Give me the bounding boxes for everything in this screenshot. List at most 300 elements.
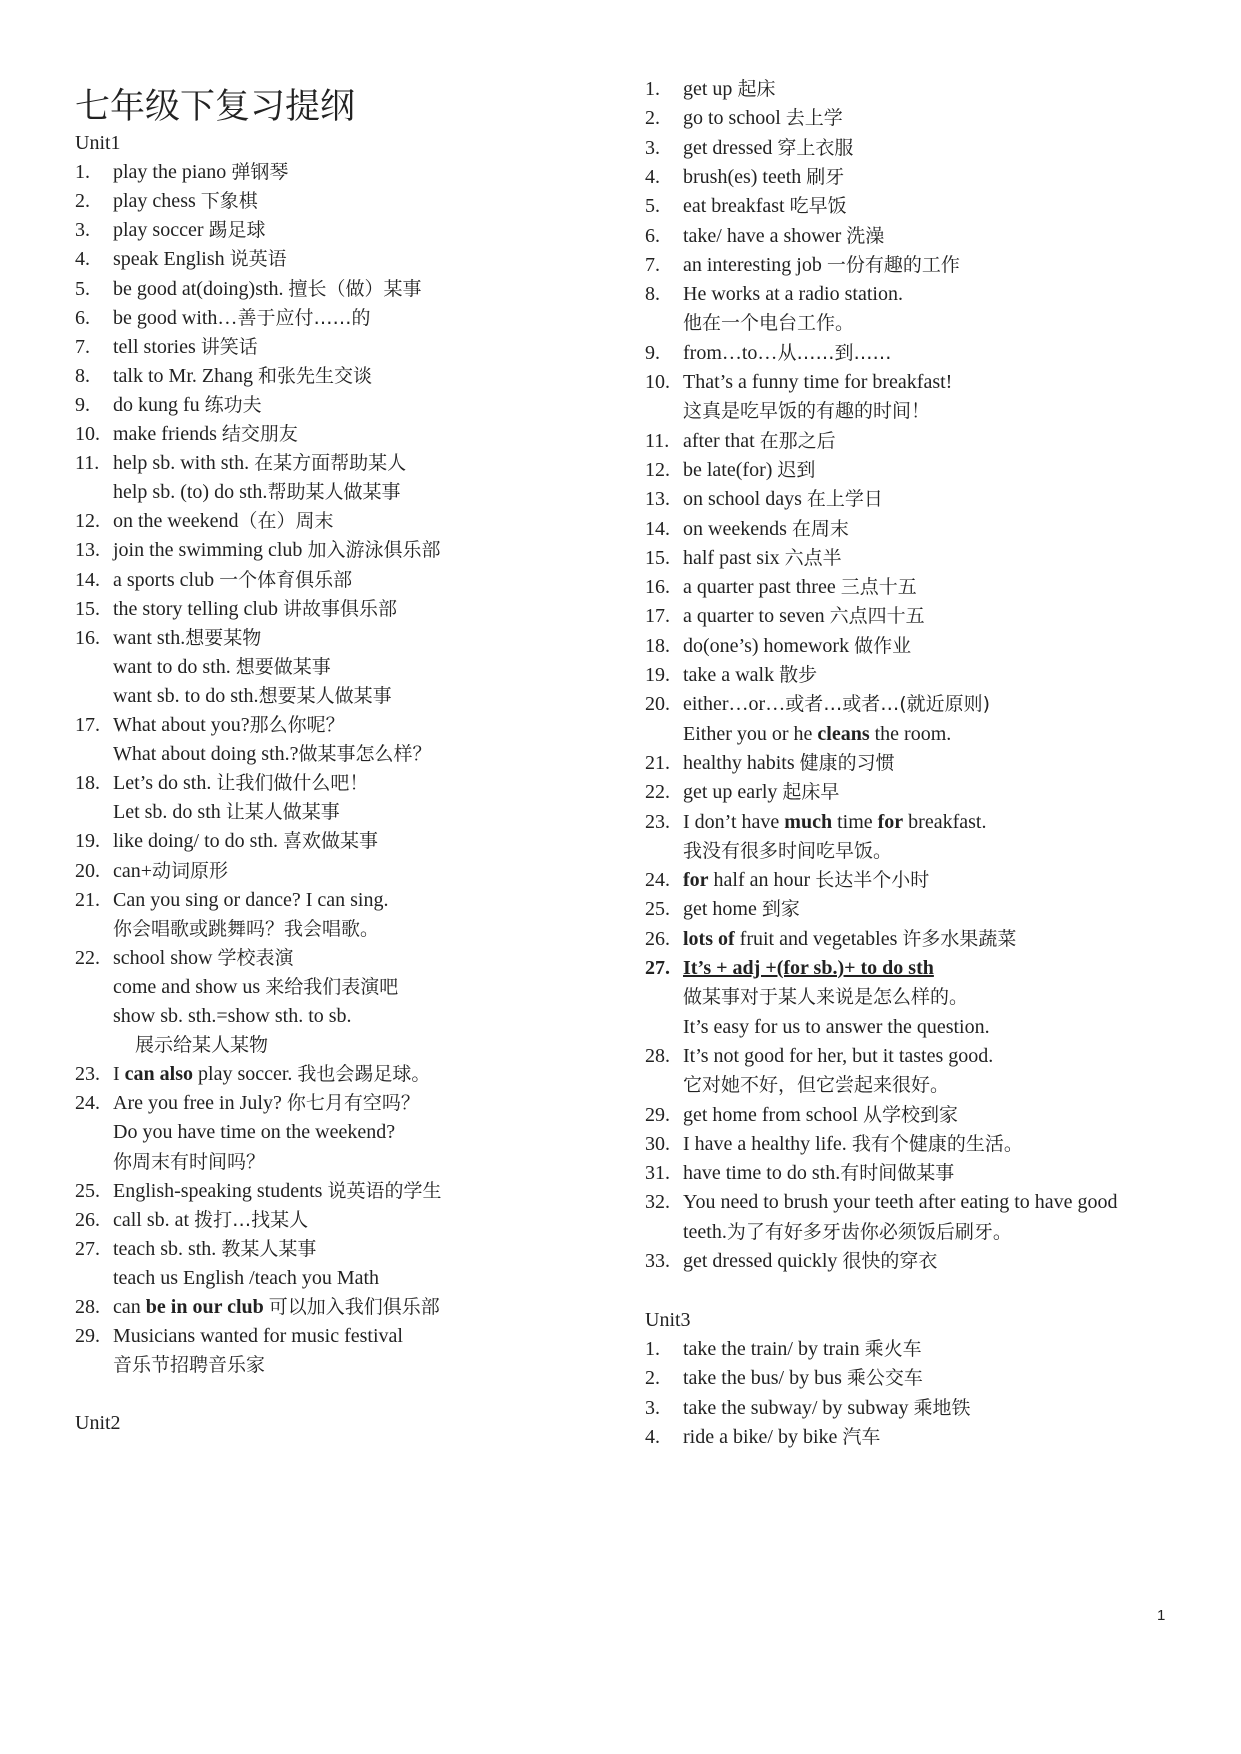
unit-heading-text: Unit3 — [645, 1308, 691, 1331]
item-number: 7. — [645, 253, 660, 276]
english-phrase: He works at a radio station. — [683, 283, 903, 306]
chinese-meaning: 做某事对于某人来说是怎么样的。 — [683, 986, 969, 1009]
chinese-meaning: 做作业 — [854, 634, 912, 657]
english-phrase: for — [683, 869, 709, 892]
english-phrase: get dressed — [683, 136, 778, 159]
item-text — [113, 914, 379, 944]
item-text — [113, 885, 388, 915]
item-text — [113, 361, 372, 391]
item-number: 15. — [645, 546, 670, 569]
item-text — [113, 565, 352, 595]
chinese-meaning: 我也会踢足球。 — [297, 1063, 431, 1086]
english-phrase: Musicians wanted for music festival — [113, 1325, 403, 1348]
english-phrase: go to school — [683, 107, 786, 130]
chinese-meaning: 动词原形 — [152, 859, 229, 882]
item-text — [113, 826, 378, 856]
chinese-meaning: 教某人某事 — [221, 1237, 317, 1260]
chinese-meaning: 三点十五 — [840, 576, 917, 599]
item-text — [683, 221, 884, 251]
chinese-meaning: 想要做某事 — [235, 655, 331, 678]
item-number: 19. — [75, 830, 100, 853]
english-phrase: You need to brush your teeth after eating to have good — [683, 1191, 1118, 1214]
chinese-meaning: 起床 — [737, 78, 776, 100]
english-phrase: have time to do sth. — [683, 1162, 841, 1185]
chinese-meaning: 长达半个小时 — [815, 869, 930, 892]
item-number: 3. — [75, 219, 90, 242]
chinese-meaning: 有时间做某事 — [840, 1162, 955, 1185]
chinese-meaning: 讲笑话 — [200, 335, 258, 358]
chinese-meaning: 许多水果蔬菜 — [902, 927, 1017, 950]
chinese-meaning: 想要某人做某事 — [258, 684, 392, 707]
english-phrase: play soccer. — [193, 1063, 298, 1086]
item-text — [683, 807, 986, 837]
chinese-meaning: 散步 — [779, 664, 818, 686]
item-number: 30. — [645, 1132, 670, 1155]
item-number: 4. — [75, 248, 90, 271]
chinese-meaning: 结交朋友 — [221, 423, 298, 445]
chinese-meaning: 六点四十五 — [829, 605, 925, 628]
english-phrase: can — [113, 1296, 146, 1318]
item-text — [113, 477, 400, 507]
english-phrase: after that — [683, 429, 760, 452]
chinese-meaning: 讲故事俱乐部 — [282, 597, 397, 620]
english-phrase: get home — [683, 898, 762, 921]
english-phrase: a quarter past three — [683, 576, 841, 599]
chinese-meaning: 乘火车 — [864, 1337, 922, 1360]
english-phrase: call sb. at — [113, 1208, 195, 1231]
english-phrase: a quarter to seven — [683, 605, 830, 628]
chinese-meaning: 去上学 — [785, 107, 843, 130]
english-phrase: want sb. to do sth. — [113, 684, 259, 707]
item-number: 17. — [75, 714, 100, 736]
item-text — [113, 215, 266, 245]
english-phrase: time — [832, 810, 878, 833]
item-text — [683, 631, 911, 661]
page-number: 1 — [1157, 1607, 1166, 1624]
item-number: 12. — [645, 458, 670, 481]
item-text — [113, 856, 228, 886]
english-phrase: That’s a funny time for breakfast! — [683, 371, 953, 393]
item-number: 21. — [75, 888, 100, 911]
chinese-meaning: 我没有很多时间吃早饭。 — [683, 839, 893, 862]
item-text — [113, 1263, 379, 1293]
chinese-meaning: 刷牙 — [806, 165, 845, 188]
item-number: 3. — [645, 136, 660, 159]
english-phrase: ride a bike/ by bike — [683, 1425, 843, 1448]
item-text — [683, 1422, 880, 1452]
english-phrase: Are you free in July? — [113, 1092, 287, 1115]
chinese-meaning: 加入游泳俱乐部 — [307, 539, 441, 562]
item-text — [683, 367, 952, 397]
item-text — [683, 719, 951, 749]
item-text — [113, 623, 261, 653]
item-text — [683, 162, 844, 192]
item-text — [683, 1334, 922, 1364]
english-phrase: healthy habits — [683, 751, 800, 774]
english-phrase: It’s + adj +(for sb.)+ to do sth — [683, 957, 934, 979]
item-text — [113, 972, 398, 1002]
english-phrase: for — [877, 810, 904, 833]
english-phrase: the room. — [869, 722, 952, 745]
item-text — [113, 1205, 308, 1235]
chinese-meaning: 迟到 — [777, 458, 816, 481]
item-text — [113, 535, 440, 565]
english-phrase: much — [784, 810, 833, 833]
item-text — [113, 710, 345, 740]
chinese-meaning: 拨打…找某人 — [194, 1208, 309, 1231]
chinese-meaning: 练功夫 — [204, 393, 262, 416]
english-phrase: What about doing sth.? — [113, 743, 299, 766]
item-text — [113, 303, 370, 333]
item-number: 17. — [645, 605, 670, 628]
chinese-meaning: 下象棋 — [200, 190, 258, 213]
english-phrase: get home from school — [683, 1103, 863, 1126]
item-number: 2. — [645, 1367, 660, 1390]
item-number: 21. — [645, 751, 670, 774]
english-phrase: be good at(doing)sth. — [113, 277, 289, 300]
item-text — [113, 652, 331, 682]
item-text — [683, 514, 849, 544]
english-phrase: get dressed quickly — [683, 1250, 843, 1272]
item-text — [683, 279, 903, 309]
chinese-meaning: 吃早饭 — [789, 195, 847, 218]
chinese-meaning: 它对她不好，但它尝起来很好。 — [683, 1074, 950, 1097]
item-text — [135, 1030, 268, 1060]
chinese-meaning: 擅长（做）某事 — [288, 277, 422, 300]
chinese-meaning: 说英语 — [229, 248, 287, 271]
item-text — [683, 953, 934, 983]
english-phrase: Either you or he — [683, 722, 818, 745]
chinese-meaning: 帮助某人做某事 — [267, 481, 401, 504]
item-text — [113, 186, 258, 216]
english-phrase: on weekends — [683, 517, 792, 540]
item-number: 6. — [645, 224, 660, 247]
item-text — [683, 484, 883, 514]
english-phrase: do kung fu — [113, 393, 205, 416]
english-phrase: take the subway/ by subway — [683, 1396, 914, 1419]
english-phrase: be good with… — [113, 306, 238, 329]
chinese-meaning: 乘公交车 — [846, 1367, 923, 1390]
english-phrase: an interesting job — [683, 253, 827, 276]
chinese-meaning: 学校表演 — [217, 946, 294, 969]
english-phrase: talk to Mr. Zhang — [113, 364, 258, 387]
item-text — [683, 74, 775, 104]
chinese-meaning: 你会唱歌或跳舞吗？我会唱歌。 — [113, 917, 380, 940]
english-phrase: join the swimming club — [113, 539, 308, 562]
item-number: 28. — [75, 1296, 100, 1318]
chinese-meaning: 或者…或者…(就近原则) — [785, 693, 991, 716]
item-number: 28. — [645, 1044, 670, 1067]
item-text — [113, 448, 406, 478]
chinese-meaning: 汽车 — [842, 1425, 881, 1448]
english-phrase: It’s not good for her, but it tastes good. — [683, 1044, 994, 1067]
item-text — [683, 748, 895, 778]
english-phrase: play soccer — [113, 219, 209, 242]
english-phrase: get up — [683, 78, 738, 100]
item-number: 27. — [75, 1237, 100, 1260]
english-phrase: want to do sth. — [113, 655, 236, 678]
item-number: 33. — [645, 1250, 670, 1272]
item-number: 15. — [75, 597, 100, 620]
english-phrase: I don’t have — [683, 810, 785, 833]
english-phrase: teach sb. sth. — [113, 1237, 222, 1260]
english-phrase: can also — [124, 1063, 194, 1086]
item-text — [113, 1088, 420, 1118]
item-number: 29. — [645, 1103, 670, 1126]
item-number: 22. — [645, 781, 670, 804]
item-text — [683, 924, 1016, 954]
item-text — [683, 426, 836, 456]
item-text — [683, 338, 891, 368]
item-number: 12. — [75, 510, 100, 533]
item-number: 23. — [645, 810, 670, 833]
english-phrase: brush(es) teeth — [683, 165, 807, 188]
item-text — [113, 1292, 440, 1322]
chinese-meaning: 喜欢做某事 — [283, 830, 379, 853]
chinese-meaning: （在）周末 — [238, 510, 334, 533]
english-phrase: come and show us — [113, 975, 266, 998]
item-number: 2. — [75, 190, 90, 213]
english-phrase: play the piano — [113, 161, 232, 184]
chinese-meaning: 你周末有时间吗？ — [113, 1150, 266, 1173]
chinese-meaning: 想要某物 — [185, 626, 262, 649]
english-phrase: be in our club — [145, 1296, 264, 1318]
item-number: 1. — [645, 78, 660, 100]
chinese-meaning: 很快的穿衣 — [842, 1250, 938, 1272]
chinese-meaning: 音乐节招聘音乐家 — [113, 1354, 266, 1377]
english-phrase: be late(for) — [683, 458, 778, 481]
english-phrase: the story telling club — [113, 597, 283, 620]
item-text — [113, 1176, 441, 1206]
english-phrase: teach us English /teach you Math — [113, 1266, 380, 1289]
item-number: 19. — [645, 664, 670, 686]
chinese-meaning: 在上学日 — [806, 488, 883, 511]
item-number: 2. — [645, 107, 660, 130]
item-text — [683, 455, 815, 485]
english-phrase: eat breakfast — [683, 195, 790, 218]
item-text — [683, 689, 990, 719]
english-phrase: It’s easy for us to answer the question. — [683, 1015, 990, 1038]
item-text — [113, 332, 258, 362]
english-phrase: take a walk — [683, 664, 780, 686]
chinese-meaning: 六点半 — [784, 546, 842, 569]
item-text — [683, 1070, 949, 1100]
english-phrase: half an hour — [708, 869, 816, 892]
english-phrase: help sb. (to) do sth. — [113, 481, 268, 504]
item-text — [683, 1246, 937, 1276]
item-text — [113, 1234, 316, 1264]
item-text — [683, 865, 929, 895]
item-number: 20. — [75, 859, 100, 882]
english-phrase: I — [113, 1063, 125, 1086]
chinese-meaning: 在周末 — [791, 517, 849, 540]
item-text — [683, 1012, 990, 1042]
item-number: 10. — [645, 371, 670, 393]
item-number: 11. — [645, 429, 670, 452]
item-number: 11. — [75, 452, 100, 475]
english-phrase: Do you have time on the weekend? — [113, 1121, 396, 1144]
item-text — [113, 419, 298, 449]
item-number: 22. — [75, 946, 100, 969]
chinese-meaning: 那么你呢？ — [249, 714, 345, 736]
chinese-meaning: 在某方面帮助某人 — [254, 452, 407, 475]
item-number: 5. — [75, 277, 90, 300]
english-phrase: teeth. — [683, 1220, 727, 1243]
item-text — [113, 1147, 265, 1177]
english-phrase: take/ have a shower — [683, 224, 847, 247]
english-phrase: half past six — [683, 546, 785, 569]
chinese-meaning: 健康的习惯 — [799, 751, 895, 774]
item-text — [683, 1041, 993, 1071]
english-phrase: either…or… — [683, 693, 786, 716]
item-text — [113, 506, 334, 536]
english-phrase: want sth. — [113, 626, 186, 649]
english-phrase: Let’s do sth. — [113, 772, 217, 795]
item-text — [683, 572, 917, 602]
chinese-meaning: 这真是吃早饭的有趣的时间！ — [683, 400, 931, 423]
item-text — [683, 1187, 1118, 1217]
item-text — [683, 133, 853, 163]
item-number: 16. — [75, 626, 100, 649]
english-phrase: I have a healthy life. — [683, 1132, 852, 1155]
item-text — [113, 244, 287, 274]
item-text — [683, 1217, 1012, 1247]
english-phrase: Let sb. do sth — [113, 801, 226, 824]
chinese-meaning: 一份有趣的工作 — [826, 253, 960, 276]
item-text — [113, 1321, 403, 1351]
item-number: 31. — [645, 1162, 670, 1185]
item-text — [683, 250, 960, 280]
chinese-meaning: 可以加入我们俱乐部 — [268, 1296, 440, 1318]
english-phrase: What about you? — [113, 714, 250, 736]
english-phrase: tell stories — [113, 335, 201, 358]
item-number: 20. — [645, 693, 670, 716]
english-phrase: like doing/ to do sth. — [113, 830, 283, 853]
item-number: 3. — [645, 1396, 660, 1419]
chinese-meaning: 在那之后 — [759, 429, 836, 452]
chinese-meaning: 一个体育俱乐部 — [219, 568, 353, 591]
english-phrase: a sports club — [113, 568, 220, 591]
english-phrase: on school days — [683, 488, 807, 511]
item-number: 27. — [645, 957, 670, 979]
chinese-meaning: 弹钢琴 — [231, 161, 289, 184]
english-phrase: fruit and vegetables — [734, 927, 903, 950]
item-number: 29. — [75, 1325, 100, 1348]
item-text — [113, 1001, 352, 1031]
item-text — [683, 660, 817, 690]
item-text — [683, 1100, 958, 1130]
english-phrase: take the train/ by train — [683, 1337, 865, 1360]
item-text — [683, 191, 847, 221]
item-text — [113, 594, 397, 624]
chinese-meaning: 你七月有空吗？ — [286, 1092, 420, 1115]
page-title: 七年级下复习提纲 — [75, 87, 356, 127]
item-number: 8. — [75, 364, 90, 387]
chinese-meaning: 从……到…… — [777, 341, 892, 364]
item-text — [683, 543, 842, 573]
item-text — [113, 157, 288, 187]
item-text — [683, 601, 925, 631]
chinese-meaning: 来给我们表演吧 — [265, 975, 399, 998]
chinese-meaning: 从学校到家 — [862, 1103, 958, 1126]
item-number: 23. — [75, 1063, 100, 1086]
chinese-meaning: 他在一个电台工作。 — [683, 312, 855, 335]
item-number: 32. — [645, 1191, 670, 1214]
item-text — [683, 308, 854, 338]
item-number: 25. — [645, 898, 670, 921]
item-number: 18. — [645, 634, 670, 657]
item-text — [113, 1059, 430, 1089]
english-phrase: can+ — [113, 859, 153, 882]
item-number: 9. — [75, 393, 90, 416]
chinese-meaning: 乘地铁 — [913, 1396, 971, 1419]
item-number: 18. — [75, 772, 100, 795]
item-text — [113, 797, 340, 827]
item-text — [683, 982, 968, 1012]
chinese-meaning: 展示给某人某物 — [135, 1034, 269, 1057]
chinese-meaning: 踢足球 — [208, 219, 266, 242]
chinese-meaning: 说英语的学生 — [327, 1179, 442, 1202]
item-text — [683, 836, 892, 866]
item-number: 7. — [75, 335, 90, 358]
item-text — [113, 274, 422, 304]
english-phrase: Can you sing or dance? I can sing. — [113, 888, 389, 911]
item-number: 10. — [75, 423, 100, 445]
item-number: 1. — [75, 161, 90, 184]
item-text — [113, 390, 262, 420]
item-number: 9. — [645, 341, 660, 364]
chinese-meaning: 起床早 — [782, 781, 840, 804]
english-phrase: do(one’s) homework — [683, 634, 855, 657]
chinese-meaning: 我有个健康的生活。 — [851, 1132, 1023, 1155]
item-number: 14. — [75, 568, 100, 591]
item-number: 13. — [645, 488, 670, 511]
english-phrase: get up early — [683, 781, 783, 804]
english-phrase: make friends — [113, 423, 222, 445]
item-number: 5. — [645, 195, 660, 218]
english-phrase: on the weekend — [113, 510, 239, 533]
item-text — [683, 1363, 923, 1393]
item-text — [113, 681, 392, 711]
item-text — [683, 894, 800, 924]
chinese-meaning: 让某人做某事 — [225, 801, 340, 824]
item-number: 26. — [75, 1208, 100, 1231]
item-text — [683, 396, 930, 426]
chinese-meaning: 和张先生交谈 — [257, 364, 372, 387]
chinese-meaning: 善于应付……的 — [237, 306, 371, 329]
english-phrase: help sb. with sth. — [113, 452, 255, 475]
english-phrase: English-speaking students — [113, 1179, 328, 1202]
item-text — [683, 1129, 1023, 1159]
item-number: 4. — [645, 165, 660, 188]
english-phrase: school show — [113, 946, 218, 969]
item-text — [683, 777, 839, 807]
chinese-meaning: 穿上衣服 — [777, 136, 854, 159]
chinese-meaning: 为了有好多牙齿你必须饭后刷牙。 — [726, 1220, 1012, 1243]
item-number: 13. — [75, 539, 100, 562]
item-text — [113, 739, 432, 769]
unit-heading-text: Unit1 — [75, 132, 121, 154]
chinese-meaning: 做某事怎么样？ — [298, 743, 432, 766]
item-text — [113, 943, 293, 973]
english-phrase: from…to… — [683, 341, 778, 364]
chinese-meaning: 让我们做什么吧！ — [216, 772, 369, 795]
item-number: 24. — [645, 869, 670, 892]
item-number: 6. — [75, 306, 90, 329]
item-text — [683, 1158, 954, 1188]
english-phrase: play chess — [113, 190, 201, 213]
english-phrase: breakfast. — [903, 810, 987, 833]
